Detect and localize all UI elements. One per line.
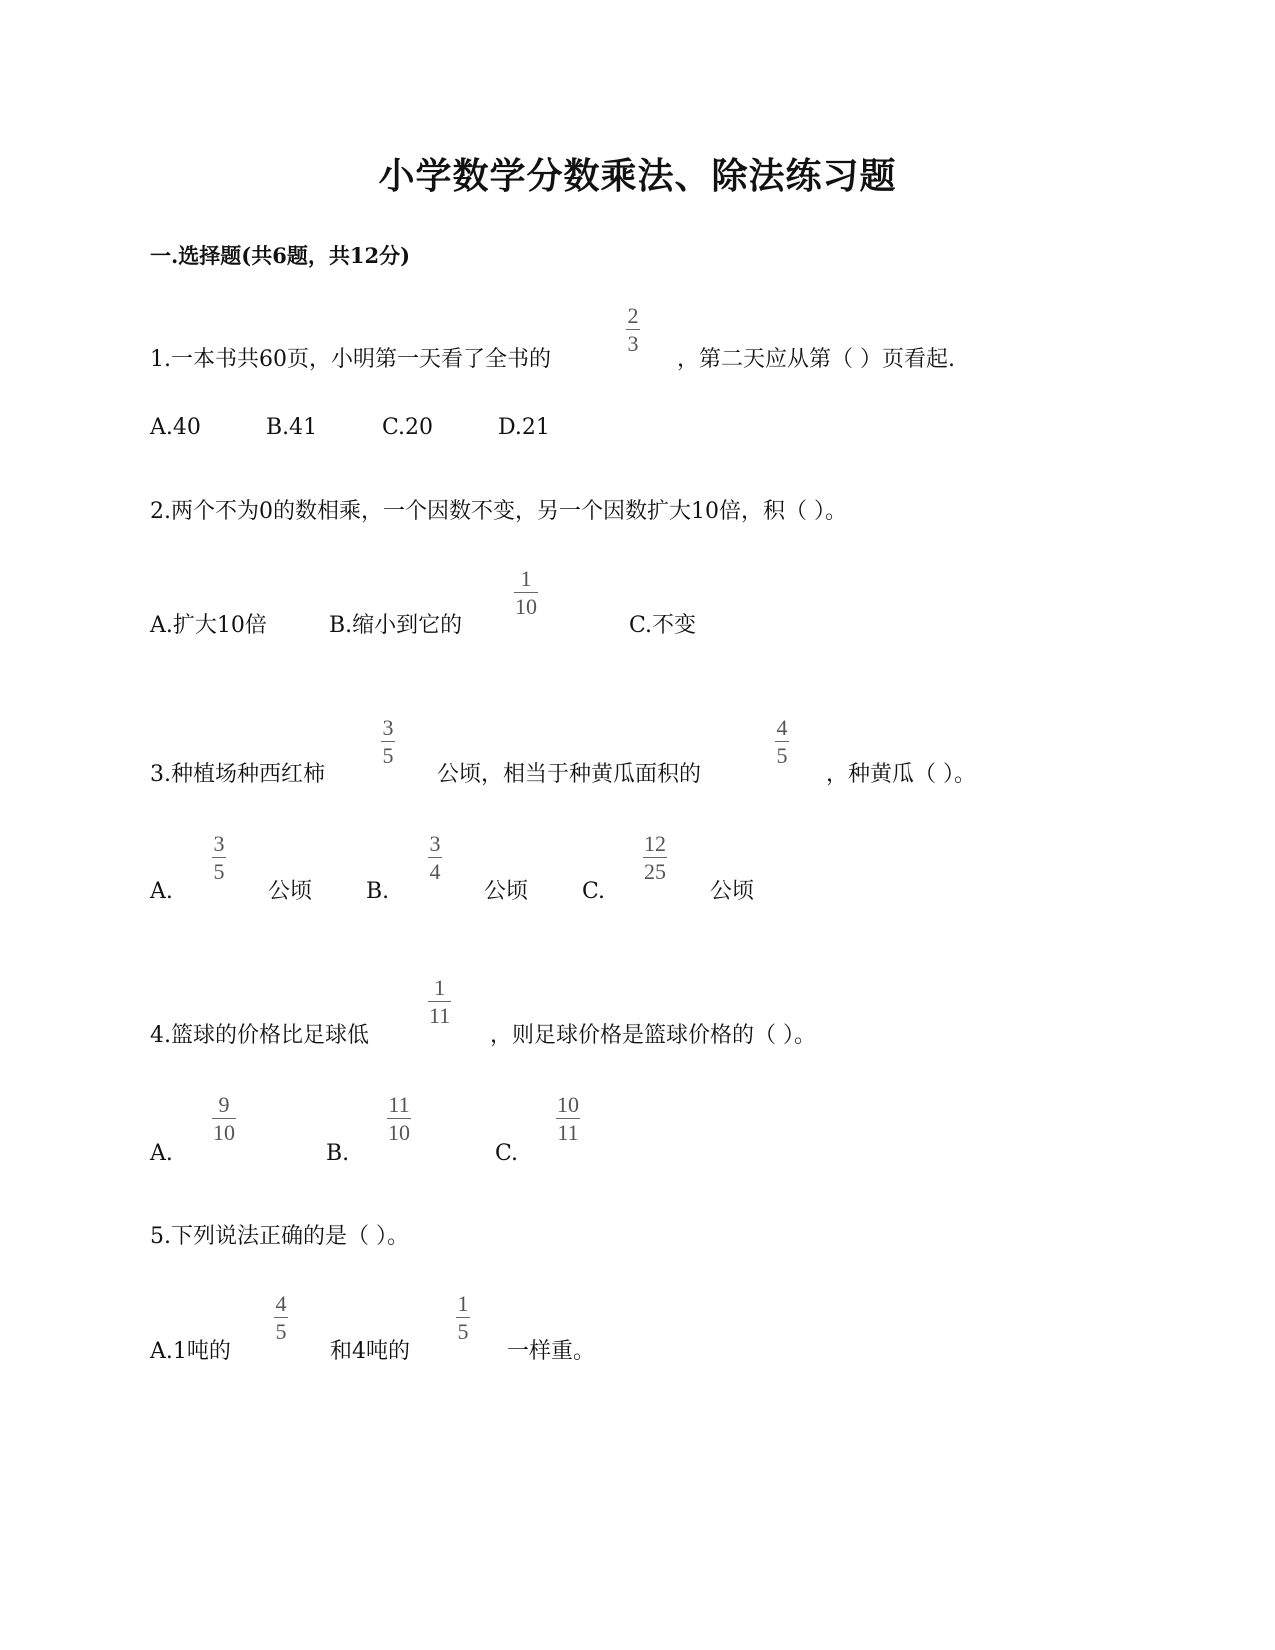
q4-text-a: 4.篮球的价格比足球低 — [150, 1023, 369, 1048]
q1-option-a[interactable]: A.40 — [150, 415, 201, 440]
q3-text-a: 3.种植场种西红柿 — [150, 762, 325, 787]
q4-option-c-fraction-denominator: 11 — [557, 1120, 579, 1145]
q5-option-a-middle: 和4吨的 — [330, 1339, 410, 1364]
q4-option-b-fraction-denominator: 10 — [388, 1120, 410, 1145]
q2-option-b-fraction — [514, 567, 538, 619]
q3-option-b-unit: 公顷 — [484, 879, 529, 904]
q5-option-a-end: 一样重。 — [507, 1339, 596, 1364]
q5-option-a-fraction-2 — [456, 1292, 470, 1344]
q4-fraction — [428, 976, 451, 1028]
q4-fraction-numerator: 1 — [434, 975, 446, 1000]
q3-option-a-fraction-bar — [212, 857, 226, 858]
q5-option-a-fraction-1-bar — [274, 1317, 288, 1318]
q3-option-c-unit: 公顷 — [710, 879, 755, 904]
q4-option-b-fraction-bar — [387, 1118, 411, 1119]
q5-option-a-fraction-1 — [274, 1292, 288, 1344]
q5-option-a-fraction-1-numerator: 4 — [275, 1291, 287, 1316]
page-title: 小学数学分数乘法、除法练习题 — [378, 155, 897, 197]
q3-option-a-fraction-denominator: 5 — [213, 859, 225, 884]
q4-text-b: ，则足球价格是篮球价格的（ ）。 — [490, 1023, 816, 1048]
q2-option-b-fraction-numerator: 1 — [520, 566, 532, 591]
q2-option-b-fraction-bar — [514, 592, 538, 593]
q1-fraction — [626, 304, 640, 356]
q1-text-after: ，第二天应从第（ ）页看起. — [677, 347, 955, 372]
q3-option-b-label[interactable]: B. — [366, 879, 390, 904]
q4-option-b-fraction — [387, 1093, 411, 1145]
q1-fraction-numerator: 2 — [627, 303, 639, 328]
q4-option-a-fraction-numerator: 9 — [218, 1092, 230, 1117]
q4-option-c-fraction-numerator: 10 — [557, 1092, 579, 1117]
q4-option-a-label[interactable]: A. — [150, 1141, 173, 1166]
q3-fraction-1 — [381, 716, 395, 768]
q4-fraction-denominator: 11 — [429, 1003, 451, 1028]
q3-option-a-label[interactable]: A. — [150, 879, 173, 904]
q3-option-c-fraction-numerator: 12 — [644, 831, 666, 856]
q4-option-b-fraction-numerator: 11 — [388, 1092, 410, 1117]
q1-option-c[interactable]: C.20 — [382, 415, 434, 440]
q4-option-b-label[interactable]: B. — [326, 1141, 350, 1166]
q4-option-a-fraction-bar — [212, 1118, 236, 1119]
q3-option-c-label[interactable]: C. — [582, 879, 606, 904]
q3-fraction-2 — [775, 716, 789, 768]
q3-text-c: ，种黄瓜（ ）。 — [826, 762, 976, 787]
q3-option-c-fraction-bar — [643, 857, 667, 858]
q4-fraction-bar — [428, 1001, 451, 1002]
q5-option-a-fraction-2-numerator: 1 — [457, 1291, 469, 1316]
q3-option-b-fraction-denominator: 4 — [429, 859, 441, 884]
q1-fraction-bar — [626, 329, 640, 330]
q3-fraction-2-bar — [775, 741, 789, 742]
q2-option-c[interactable]: C.不变 — [629, 613, 697, 638]
q3-text-b: 公顷，相当于种黄瓜面积的 — [437, 762, 702, 787]
q3-option-c-fraction — [643, 832, 667, 884]
q4-option-a-fraction — [212, 1093, 236, 1145]
q3-fraction-1-bar — [381, 741, 395, 742]
q3-fraction-2-denominator: 5 — [776, 743, 788, 768]
q5-option-a[interactable]: A.1吨的 — [150, 1339, 231, 1364]
q2-option-b[interactable]: B.缩小到它的 — [329, 613, 463, 638]
q1-text-before: 1.一本书共60页，小明第一天看了全书的 — [150, 347, 551, 372]
q3-option-b-fraction-numerator: 3 — [429, 831, 441, 856]
q2-option-a[interactable]: A.扩大10倍 — [150, 613, 267, 638]
q1-option-d[interactable]: D.21 — [498, 415, 550, 440]
q3-option-b-fraction — [428, 832, 442, 884]
q3-option-c-fraction-denominator: 25 — [644, 859, 666, 884]
section-heading: 一.选择题(共6题，共12分) — [150, 243, 411, 268]
q1-option-b[interactable]: B.41 — [266, 415, 318, 440]
q4-option-c-fraction-bar — [556, 1118, 580, 1119]
q1-fraction-denominator: 3 — [627, 331, 639, 356]
q5-option-a-fraction-2-bar — [456, 1317, 470, 1318]
q3-option-b-fraction-bar — [428, 857, 442, 858]
q2-option-b-fraction-denominator: 10 — [515, 594, 537, 619]
q4-option-c-label[interactable]: C. — [495, 1141, 519, 1166]
q4-option-a-fraction-denominator: 10 — [213, 1120, 235, 1145]
q3-fraction-1-denominator: 5 — [382, 743, 394, 768]
q2-text: 2.两个不为0的数相乘，一个因数不变，另一个因数扩大10倍，积（ ）。 — [150, 499, 847, 524]
q5-option-a-fraction-2-denominator: 5 — [457, 1319, 469, 1344]
q5-text: 5.下列说法正确的是（ ）。 — [150, 1224, 409, 1249]
q3-option-a-fraction — [212, 832, 226, 884]
q3-fraction-2-numerator: 4 — [776, 715, 788, 740]
q5-option-a-fraction-1-denominator: 5 — [275, 1319, 287, 1344]
q3-option-a-fraction-numerator: 3 — [213, 831, 225, 856]
q3-fraction-1-numerator: 3 — [382, 715, 394, 740]
q4-option-c-fraction — [556, 1093, 580, 1145]
q3-option-a-unit: 公顷 — [268, 879, 313, 904]
